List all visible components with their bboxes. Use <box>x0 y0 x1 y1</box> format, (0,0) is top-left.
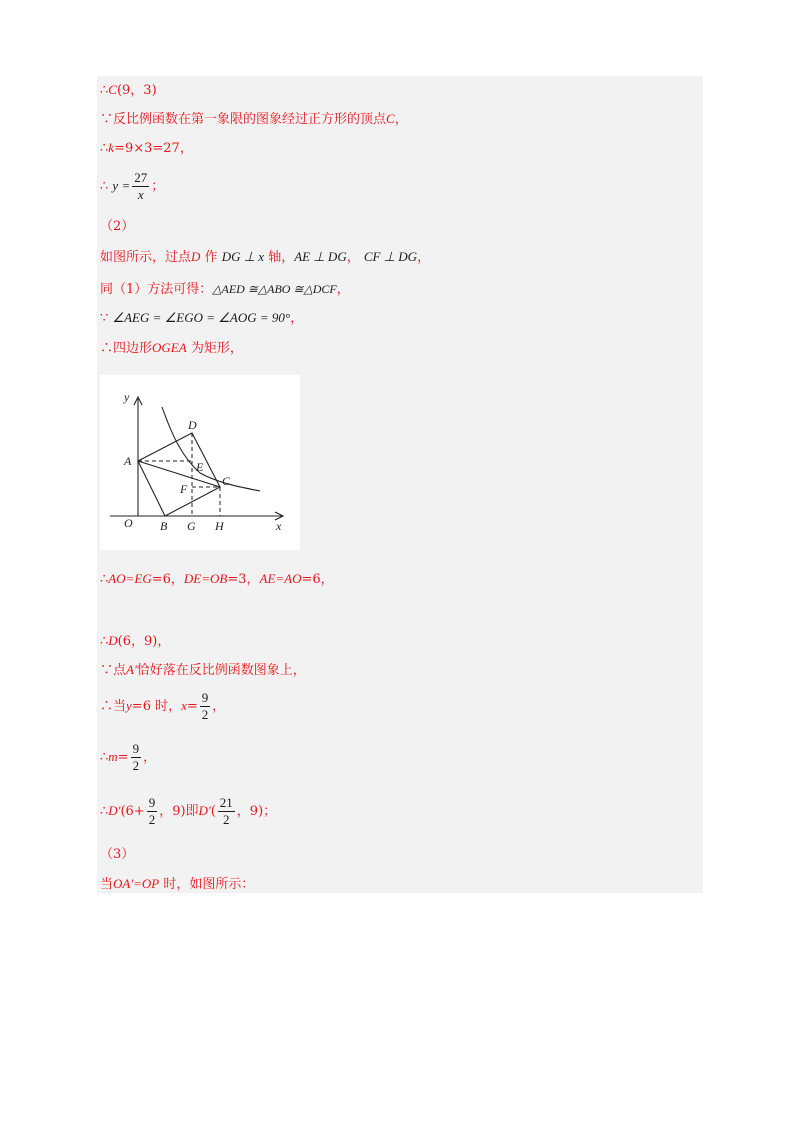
line-part-3-heading: （3） <box>100 847 135 862</box>
label-y: y <box>124 390 130 404</box>
label-e: E <box>196 460 204 474</box>
label-c: C <box>222 474 231 488</box>
label-o: O <box>124 516 133 530</box>
line-function-expression: ∴ y = $\frac{27}{x}$ ； <box>100 170 165 202</box>
fraction-27-over-x: $\frac{27}{x}$ <box>134 170 148 202</box>
label-d: D <box>188 418 197 432</box>
line-k-value: ∴k=9×3=27， <box>100 140 193 156</box>
geometry-diagram <box>100 375 300 550</box>
line-a-prime-on-curve: ∵点A'恰好落在反比例函数图象上， <box>100 662 306 678</box>
line-part-3-case: 当OA'=OP 时，如图所示： <box>100 876 255 892</box>
geometry-figure <box>100 375 300 550</box>
segment-ac <box>138 461 220 487</box>
line-lengths: ∴AO=EG=6，DE=OB=3，AE=AO=6， <box>100 571 334 587</box>
line-right-angles: ∵ ∠AEG = ∠EGO = ∠AOG = 90°， <box>100 310 304 326</box>
line-congruent-triangles: 同（1）方法可得：△AED ≅△ABO ≅△DCF， <box>100 282 350 297</box>
line-c-coordinates: ∴C(9，3) <box>100 82 157 98</box>
label-a: A <box>124 454 132 468</box>
line-m-value: ∴m= $\frac{9}{2}$ ， <box>100 741 157 773</box>
line-part-2-heading: （2） <box>100 219 135 234</box>
fraction-9-over-2: $\frac{9}{2}$ <box>148 795 156 827</box>
line-d-coordinates: ∴D(6，9)， <box>100 633 171 649</box>
fraction-9-over-2: $\frac{9}{2}$ <box>201 690 209 722</box>
label-g: G <box>187 519 196 533</box>
label-f: F <box>180 482 188 496</box>
line-x-value: ∴当y=6 时，x= $\frac{9}{2}$ ， <box>100 690 226 722</box>
line-d-prime-coordinates: ∴D'(6+ $\frac{9}{2}$ ，9)即D'( $\frac{21}{2}$ ，9)； <box>100 795 277 827</box>
inverse-function-curve <box>162 407 260 491</box>
line-inverse-function-through-c: ∵反比例函数在第一象限的图象经过正方形的顶点C， <box>100 111 408 127</box>
line-construction: 如图所示，过点D 作 DG ⊥ x 轴，AE ⊥ DG， CF ⊥ DG， <box>100 249 431 265</box>
line-rectangle: ∴四边形OGEA 为矩形， <box>100 340 243 356</box>
label-x: x <box>276 519 282 533</box>
label-b: B <box>160 519 168 533</box>
label-h: H <box>215 519 224 533</box>
fraction-9-over-2: $\frac{9}{2}$ <box>132 741 140 773</box>
fraction-21-over-2: $\frac{21}{2}$ <box>219 795 233 827</box>
